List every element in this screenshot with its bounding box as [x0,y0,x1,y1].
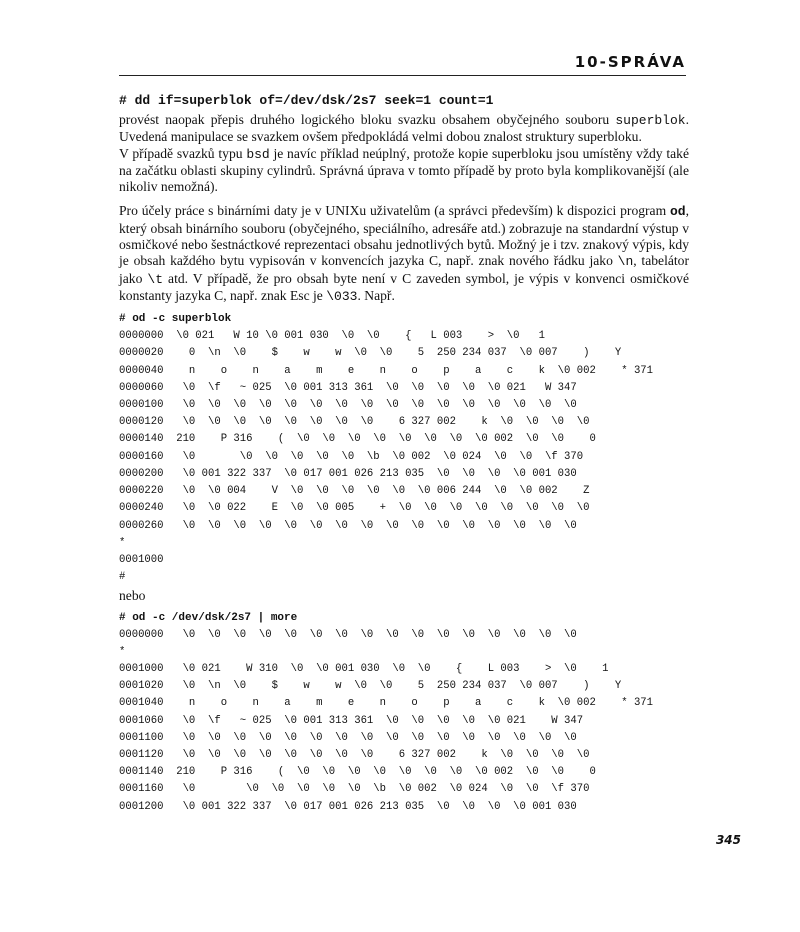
code-esc: \033 [326,288,358,304]
header-divider [119,75,686,76]
dump-line: 0000160 \0 \0 \0 \0 \0 \0 \b \0 002 \0 024 \0 \0 \f 370 [119,450,584,463]
dump-line: 0001200 \0 001 322 337 \0 017 001 026 213 035 \0 \0 \0 \0 001 030 [119,800,577,813]
code-bsd: bsd [246,146,270,162]
page-number: 345 [715,833,741,847]
dump-line: 0000040 n o n a m e n o p a c k \0 002 * 371 [119,364,654,377]
dump-line: 0001140 210 P 316 ( \0 \0 \0 \0 \0 \0 \0 \0 002 \0 \0 0 [119,766,596,779]
code-newline: \n [617,254,634,270]
dump-output-superblok [119,328,689,586]
chapter-header: 10-SPRÁVA [574,53,686,71]
code-od: od [669,204,686,220]
command-dd: # dd if=superblok of=/dev/dsk/2s7 seek=1 count=1 [119,93,494,108]
dump-line: 0001100 \0 \0 \0 \0 \0 \0 \0 \0 \0 \0 \0 \0 \0 \0 \0 \0 [119,731,577,744]
dump-line: 0000120 \0 \0 \0 \0 \0 \0 \0 \0 6 327 002 k \0 \0 \0 \0 [119,416,590,429]
text: atd. V případě, že pro obsah byte není v C zaveden symbol, je výpis v konvenci osmičkové konstanty jazyka C, např. znak Esc je [119,270,689,303]
dump-line: 0000000 \0 \0 \0 \0 \0 \0 \0 \0 \0 \0 \0 \0 \0 \0 \0 \0 [119,628,577,641]
dump-output-device [119,627,689,816]
text: , tabelátor jako [119,253,689,286]
code-superblok: superblok [615,113,686,128]
text: , který obsah binárního souboru (obyčejného, speciálního, adresáře atd.) zobrazuje na standardní výstup v osmičkové nebo šestnáctkové reprezentaci obsahu jednotlivých bytů. Možný je i tzv. znakový výpis, kdy je obsah každého bytu vypisován v konvencích jazyka C, např. znak nového řádku jako [119,203,689,269]
dump-line: 0000200 \0 001 322 337 \0 017 001 026 213 035 \0 \0 \0 \0 001 030 [119,467,577,480]
dump-line: * [119,536,126,549]
dump-line: 0000020 0 \n \0 $ w w \0 \0 5 250 234 037 \0 007 ) Y [119,347,622,360]
dump-line: 0001120 \0 \0 \0 \0 \0 \0 \0 \0 6 327 002 k \0 \0 \0 \0 [119,749,590,762]
dump-line: 0001020 \0 \n \0 $ w w \0 \0 5 250 234 037 \0 007 ) Y [119,680,622,693]
text-nebo: nebo [119,588,146,604]
dump-line: 0001160 \0 \0 \0 \0 \0 \0 \b \0 002 \0 024 \0 \0 \f 370 [119,783,590,796]
dump-line: 0000240 \0 \0 022 E \0 \0 005 + \0 \0 \0 \0 \0 \0 \0 \0 [119,502,590,515]
dump-line: 0000260 \0 \0 \0 \0 \0 \0 \0 \0 \0 \0 \0 \0 \0 \0 \0 \0 [119,519,577,532]
dump-line: 0000060 \0 \f ~ 025 \0 001 313 361 \0 \0 \0 \0 \0 021 W 347 [119,381,577,394]
dump-line: # [119,571,126,584]
text: provést naopak přepis druhého logického bloku svazku obsahem obyčejného souboru [119,112,616,127]
dump-line: 0000220 \0 \0 004 V \0 \0 \0 \0 \0 \0 006 244 \0 \0 002 Z [119,485,590,498]
paragraph-od [119,203,689,305]
command-od-device: # od -c /dev/dsk/2s7 | more [119,611,298,624]
text: V případě svazků typu [119,145,247,161]
dump-line: 0000100 \0 \0 \0 \0 \0 \0 \0 \0 \0 \0 \0 \0 \0 \0 \0 \0 [119,399,577,412]
dump-line: * [119,645,126,658]
code-tab: \t [147,271,164,287]
page-body [119,92,689,816]
text: je navíc příklad neúplný, protože kopie superbloku jsou umístěny vždy také na začátku oblasti skupiny cylindrů. Správná úprava v tomto případě by proto byla komplikovanější (ale nikoliv nemožná). [119,145,689,195]
dump-line: 0001040 n o n a m e n o p a c k \0 002 * 371 [119,697,654,710]
text: . Např. [357,287,395,303]
dump-line: 0001000 \0 021 W 310 \0 \0 001 030 \0 \0 { L 003 > \0 1 [119,663,609,676]
command-od-superblok: # od -c superblok [119,313,232,326]
dump-line: 0000000 \0 021 W 10 \0 001 030 \0 \0 { L 003 > \0 1 [119,330,545,343]
dump-line: 0000140 210 P 316 ( \0 \0 \0 \0 \0 \0 \0 \0 002 \0 \0 0 [119,433,596,446]
dump-line: 0001060 \0 \f ~ 025 \0 001 313 361 \0 \0 \0 \0 \0 021 W 347 [119,714,584,727]
paragraph-superblok [119,112,689,195]
text: . Uvedená manipulace se svazkem ovšem předpokládá velmi dobou znalost struktury superbloku. [119,112,689,145]
dump-line: 0001000 [119,553,164,566]
text: Pro účely práce s binárními daty je v UNIXu uživatelům (a správci především) k dispozici program [119,203,670,219]
